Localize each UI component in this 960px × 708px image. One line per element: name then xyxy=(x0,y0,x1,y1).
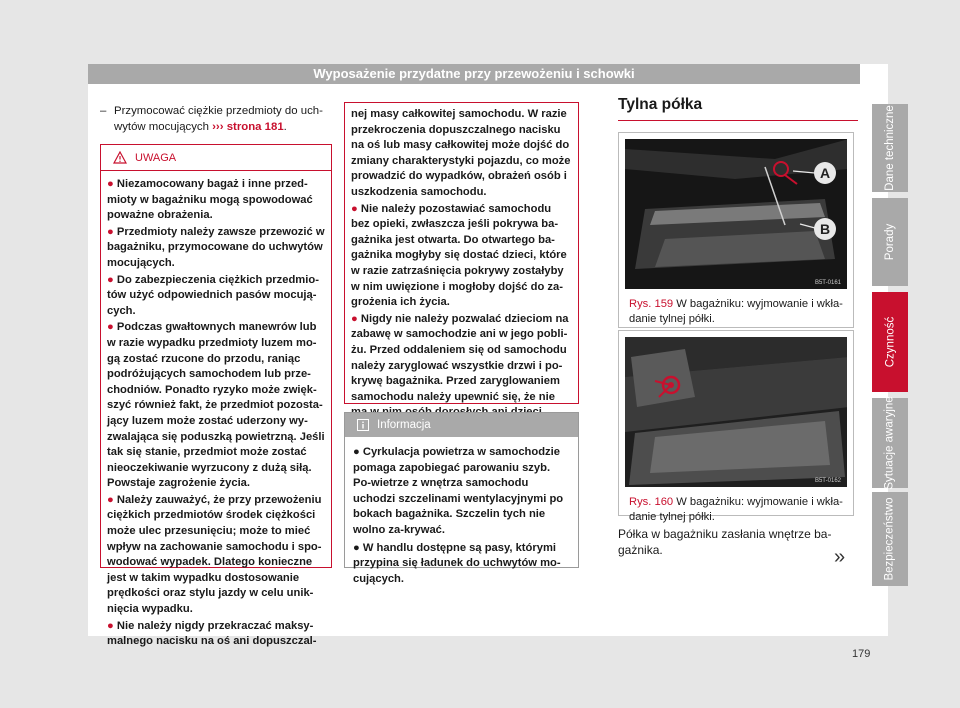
figure-caption xyxy=(629,297,843,327)
info-item xyxy=(353,445,570,539)
info-header xyxy=(345,413,578,437)
bullet-icon: ● xyxy=(107,273,114,286)
warning-box xyxy=(100,144,332,648)
dash-marker: – xyxy=(100,105,107,117)
warning-item-text: Do zabezpieczenia ciężkich przedmio-tów użyć odpowiednich pasów mocują-cych. xyxy=(107,273,319,317)
tab-label: Sytuacje awaryjne xyxy=(884,396,897,490)
tab-dane-techniczne[interactable] xyxy=(872,104,908,192)
warning-title: UWAGA xyxy=(135,151,177,164)
warning-body-continued xyxy=(345,103,578,421)
warning-box-continued xyxy=(344,102,579,404)
info-icon xyxy=(357,419,369,431)
bullet-icon: ● xyxy=(107,619,114,632)
section-divider xyxy=(618,120,858,121)
figure-number: Rys. 160 xyxy=(629,496,674,508)
warning-item-text: Przedmioty należy zawsze przewozić w bagażniku, przymocowane do uchwytów mocujących. xyxy=(107,225,325,269)
info-body xyxy=(345,437,578,587)
info-box xyxy=(344,412,579,585)
bullet-icon: ● xyxy=(107,225,114,238)
tab-bezpieczenstwo[interactable] xyxy=(872,492,908,586)
tab-label: Czynność xyxy=(884,316,896,368)
warning-item-text: Nie należy pozostawiać samochodu bez opieki, zwłaszcza jeśli pokrywa ba-gażnika jest otwarta. Do otwartego ba-gażnika mogłyby się dostać dzieci, które w razie zatrzaśnięcia pokrywy zostałyby w nim uwięzione i mogłoby dojść do za-grożenia ich życia. xyxy=(351,202,567,309)
figure-number: Rys. 159 xyxy=(629,298,674,310)
bullet-icon: ● xyxy=(353,541,360,554)
figure-160 xyxy=(618,330,854,523)
page-number: 179 xyxy=(852,648,871,660)
warning-item-text: Nie należy nigdy przekraczać maksy-malnego nacisku na oś ani dopuszczal- xyxy=(107,619,317,648)
warning-triangle-icon xyxy=(113,151,127,164)
warning-item xyxy=(107,619,325,650)
intro-end: . xyxy=(283,120,287,133)
info-item-text: W handlu dostępne są pasy, którymi przypina się ładunek do uchwytów mo-cujących. xyxy=(353,541,561,585)
bullet-icon: ● xyxy=(351,202,358,215)
warning-item-text: Niezamocowany bagaż i inne przed-mioty w bagażniku mogą spowodować poważne obrażenia. xyxy=(107,178,313,222)
callout-b: B xyxy=(819,221,831,237)
trunk-shelf-photo xyxy=(625,139,847,289)
figure-id: B5T-0162 xyxy=(814,478,841,484)
warning-item xyxy=(351,312,572,421)
info-item xyxy=(353,541,570,588)
tab-label: Porady xyxy=(884,223,896,261)
callout-a: A xyxy=(819,165,831,181)
figure-159 xyxy=(618,132,854,328)
tab-label: Bezpieczeństwo xyxy=(884,497,897,581)
warning-item xyxy=(351,202,572,311)
warning-item xyxy=(107,225,325,272)
warning-continuation: nej masy całkowitej samochodu. W razie przekroczenia dopuszczalnego nacisku na oś lub masy całkowitej może dojść do zmiany charakterystyki pojazdu, co może prowadzić do wypadków, obrażeń osób i uszkodzenia samochodu. xyxy=(351,108,571,198)
trunk-interior-illustration xyxy=(625,337,847,487)
bullet-icon: ● xyxy=(353,446,360,458)
bullet-icon: ● xyxy=(107,321,114,334)
section-title: Tylna półka xyxy=(618,96,703,113)
tab-czynnosc[interactable] xyxy=(872,292,908,392)
warning-body xyxy=(101,171,331,650)
page-header: Wyposażenie przydatne przy przewożeniu i schowki xyxy=(88,64,860,84)
info-item-text: Cyrkulacja powietrza w samochodzie pomaga zapobiegać parowaniu szyb. Po-wietrze z wnętrza samochodu uchodzi szczelinami wentylacyjnymi po bokach bagażnika. Szczelin tych nie wolno za-krywać. xyxy=(353,446,564,536)
tab-sytuacje-awaryjne[interactable] xyxy=(872,398,908,488)
intro-item xyxy=(100,104,332,135)
manual-page xyxy=(88,64,888,648)
xref-arrows-icon: ››› xyxy=(212,120,224,133)
figure-caption-text: W bagażniku: wyjmowanie i wkła-danie tylnej półki. xyxy=(629,496,843,523)
continue-icon: » xyxy=(834,546,846,568)
figure-caption xyxy=(629,495,843,525)
warning-item-text: Należy zauważyć, że przy przewożeniu ciężkich przedmiotów środek ciężkości może ulec przesunięciu; może to mieć wpływ na zachowanie samochodu i spo-wodować wypadek. Dlatego konieczne jest w takim wypadku dostosowanie prędkości oraz stylu jazdy w celu unik-nięcia wypadku. xyxy=(107,493,322,616)
warning-item xyxy=(107,177,325,224)
info-title: Informacja xyxy=(377,419,431,431)
bullet-icon: ● xyxy=(107,493,114,506)
tab-label: Dane techniczne xyxy=(884,105,897,191)
intro-text: Przymocować ciężkie przedmioty do uch-wytów mocujących xyxy=(114,105,323,133)
bullet-icon: ● xyxy=(351,312,358,325)
xref-link[interactable]: strona 181 xyxy=(226,120,284,133)
bullet-icon: ● xyxy=(107,178,114,190)
warning-item xyxy=(107,320,325,492)
warning-header xyxy=(101,145,331,171)
figure-id: B5T-0161 xyxy=(814,280,841,286)
warning-item-text: Nigdy nie należy pozwalać dzieciom na zabawę w samochodzie ani w jego pobli-żu. Przed oddaleniem się od samochodu należy zaryglować wszystkie drzwi i po-krywę bagażnika. Przed zaryglowaniem samochodu należy upewnić się, że nie xyxy=(351,312,569,403)
trunk-interior-photo xyxy=(625,337,847,487)
column-1 xyxy=(100,104,332,135)
intro-text-wrap xyxy=(114,104,332,135)
warning-item-text: Podczas gwałtownych manewrów lub w razie wypadku przedmioty luzem mo-gą zostać rzucone do przodu, raniąc podróżujących samochodem lub prze-chodniów. Ponadto ryzyko może zwięk-szyć również fakt, że przedmiot pozosta-jący luzem może zostać uderzony wy-zwalająca się poduszką powietrzną. Jeśli tak się stanie, przedmiot może zostać nieoczekiwanie wyrzucony z dużą siłą. Powstaje zagrożenie życia. xyxy=(107,321,325,490)
trunk-open-illustration xyxy=(625,139,847,289)
body-paragraph: Półka w bagażniku zasłania wnętrze ba-gażnika. xyxy=(618,527,832,557)
warning-item xyxy=(107,273,325,320)
warning-item xyxy=(107,493,325,618)
figure-caption-text: W bagażniku: wyjmowanie i wkła-danie tylnej półki. xyxy=(629,298,843,325)
tab-porady[interactable] xyxy=(872,198,908,286)
